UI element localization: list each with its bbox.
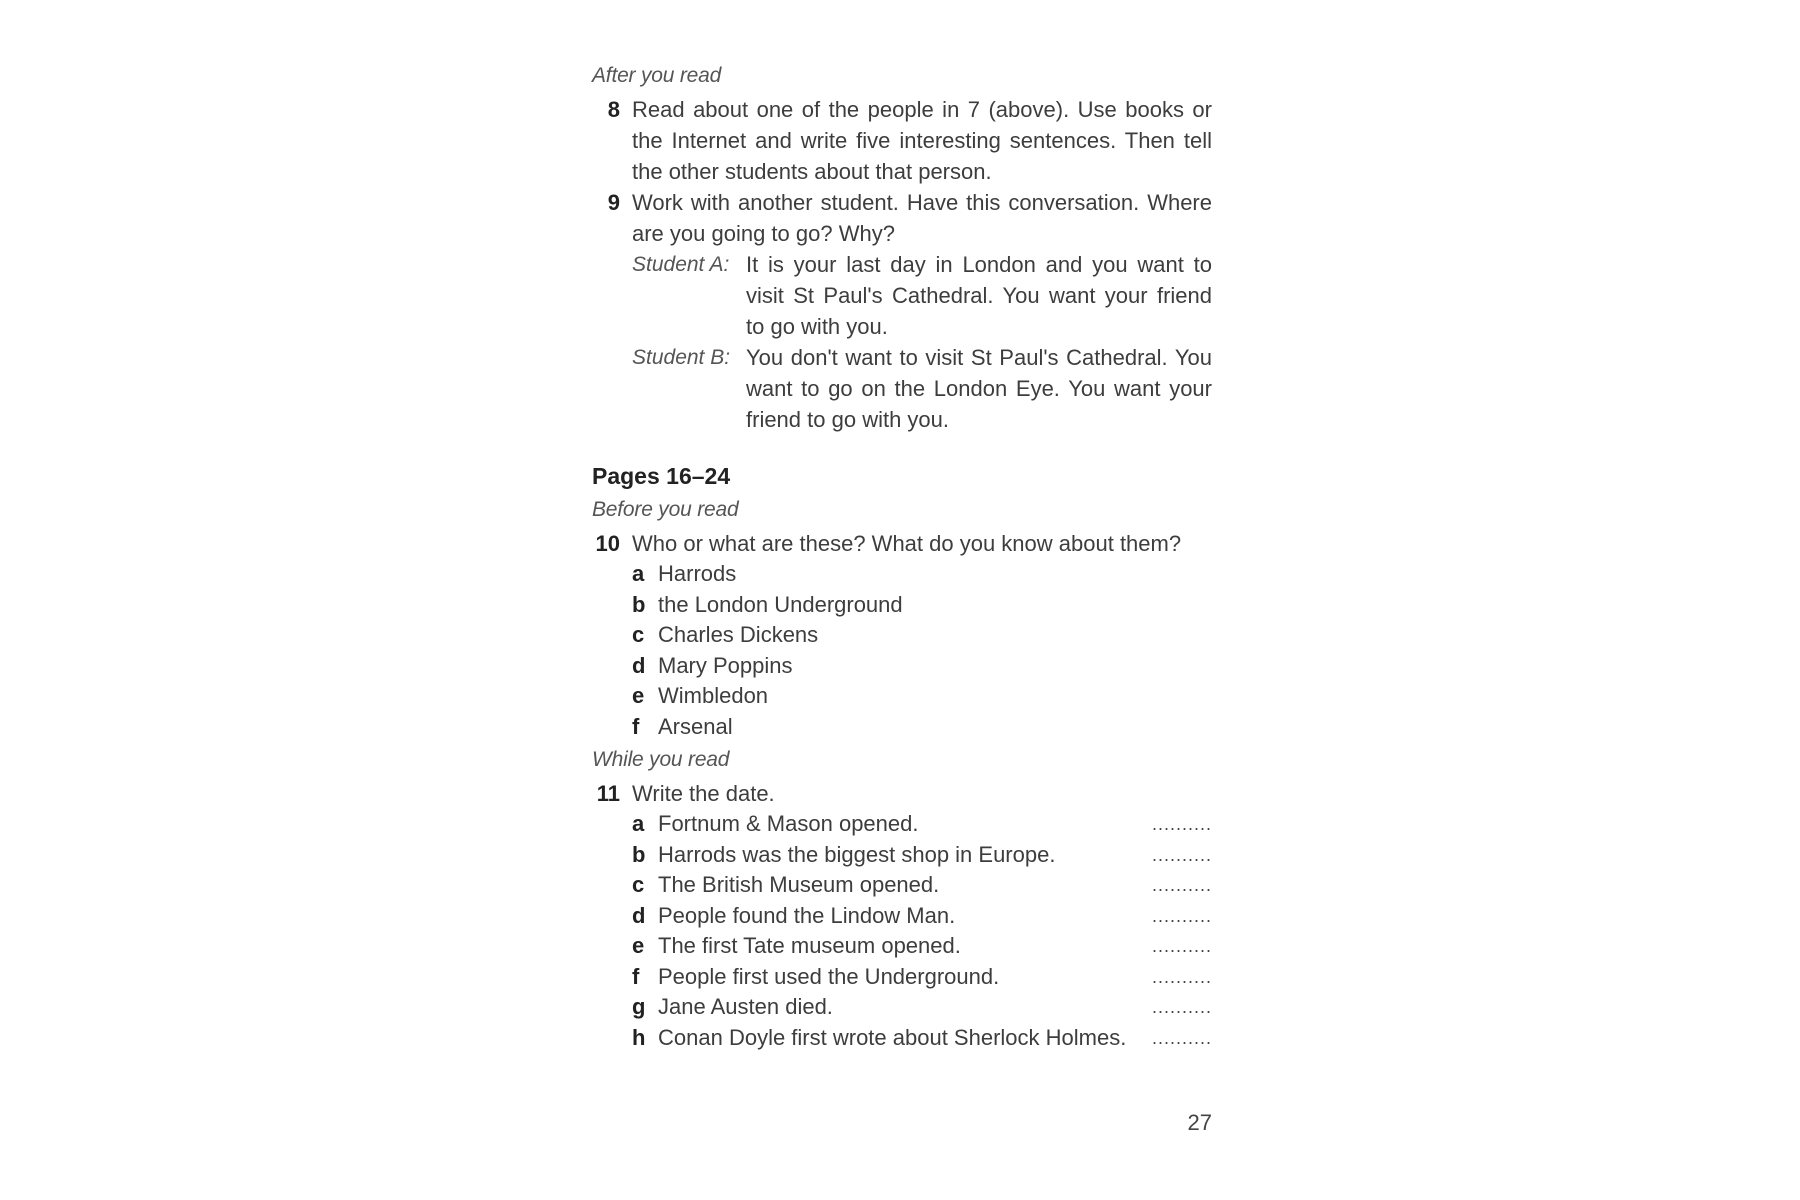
item-text: Mary Poppins — [658, 652, 793, 678]
question-10 — [592, 528, 1212, 559]
list-item — [632, 590, 1212, 621]
item-letter: f — [632, 963, 640, 989]
book-page — [592, 64, 1212, 1053]
list-item — [632, 620, 1212, 651]
list-item — [632, 901, 1212, 932]
list-item — [632, 931, 1212, 962]
student-b-row — [632, 342, 1212, 435]
list-item — [632, 712, 1212, 743]
item-letter: c — [632, 622, 645, 647]
item-letter: e — [632, 933, 645, 958]
item-text: People first used the Underground. — [658, 963, 1000, 989]
item-text: Jane Austen died. — [658, 994, 833, 1019]
answer-blank[interactable]: .......... — [1151, 875, 1212, 895]
question-text: Work with another student. Have this conversation. Where are you going to go? Why? — [632, 190, 1212, 246]
item-text: People found the Lindow Man. — [658, 902, 956, 928]
item-letter: d — [632, 902, 646, 928]
role-play-dialog — [632, 249, 1212, 435]
item-text: Wimbledon — [658, 683, 769, 708]
list-item — [632, 840, 1212, 871]
answer-blank[interactable]: .......... — [1151, 814, 1212, 834]
question-9 — [592, 187, 1212, 249]
item-letter: d — [632, 652, 646, 678]
list-item — [632, 559, 1212, 590]
question-text: Write the date. — [632, 781, 775, 806]
item-letter: f — [632, 713, 640, 739]
item-letter: h — [632, 1024, 646, 1050]
section-label-while-you-read: While you read — [592, 748, 730, 771]
item-text: The British Museum opened. — [658, 872, 940, 897]
question-number: 9 — [607, 190, 620, 215]
answer-blank[interactable]: .......... — [1151, 997, 1212, 1017]
answer-blank[interactable]: .......... — [1151, 1027, 1212, 1048]
question-number: 8 — [607, 97, 620, 122]
item-letter: e — [632, 683, 645, 708]
question-8 — [592, 94, 1212, 187]
item-letter: a — [632, 811, 645, 836]
item-letter: g — [632, 994, 646, 1019]
student-b-label: Student B: — [632, 346, 731, 369]
question-11 — [592, 778, 1212, 809]
item-letter: a — [632, 561, 645, 586]
item-text: Harrods was the biggest shop in Europe. — [658, 841, 1056, 867]
item-text: The first Tate museum opened. — [658, 933, 961, 958]
page-number: 27 — [1187, 1110, 1212, 1135]
list-item — [632, 992, 1212, 1023]
item-letter: c — [632, 872, 645, 897]
item-text: Fortnum & Mason opened. — [658, 811, 919, 836]
item-text: Charles Dickens — [658, 622, 819, 647]
pages-heading: Pages 16–24 — [592, 463, 731, 489]
item-letter: b — [632, 841, 646, 867]
question-text: Who or what are these? What do you know about them? — [632, 531, 1182, 556]
answer-blank[interactable]: .......... — [1151, 936, 1212, 956]
student-a-text: It is your last day in London and you want to visit St Paul's Cathedral. You want your friend to go with you. — [746, 252, 1212, 339]
answer-blank[interactable]: .......... — [1151, 905, 1212, 926]
item-text: Conan Doyle first wrote about Sherlock Holmes. — [658, 1024, 1127, 1050]
answer-blank[interactable]: .......... — [1151, 844, 1212, 865]
question-10-items — [632, 559, 1212, 742]
question-11-items — [632, 809, 1212, 1053]
item-letter: b — [632, 591, 646, 617]
question-number: 10 — [595, 531, 620, 556]
list-item — [632, 681, 1212, 712]
question-text: Read about one of the people in 7 (above). Use books or the Internet and write five interesting sentences. Then tell the other students about that person. — [632, 97, 1212, 184]
section-label-before-you-read: Before you read — [592, 498, 739, 521]
list-item — [632, 651, 1212, 682]
section-label-after-you-read: After you read — [592, 64, 722, 87]
list-item — [632, 809, 1212, 840]
answer-blank[interactable]: .......... — [1151, 966, 1212, 987]
list-item — [632, 962, 1212, 993]
student-b-text: You don't want to visit St Paul's Cathedral. You want to go on the London Eye. You want your friend to go with you. — [746, 345, 1212, 432]
item-text: Harrods — [658, 561, 737, 586]
item-text: Arsenal — [658, 713, 733, 739]
list-item — [632, 870, 1212, 901]
question-number: 11 — [596, 781, 620, 806]
student-a-label: Student A: — [632, 253, 730, 276]
list-item — [632, 1023, 1212, 1054]
student-a-row — [632, 249, 1212, 342]
item-text: the London Underground — [658, 591, 903, 617]
